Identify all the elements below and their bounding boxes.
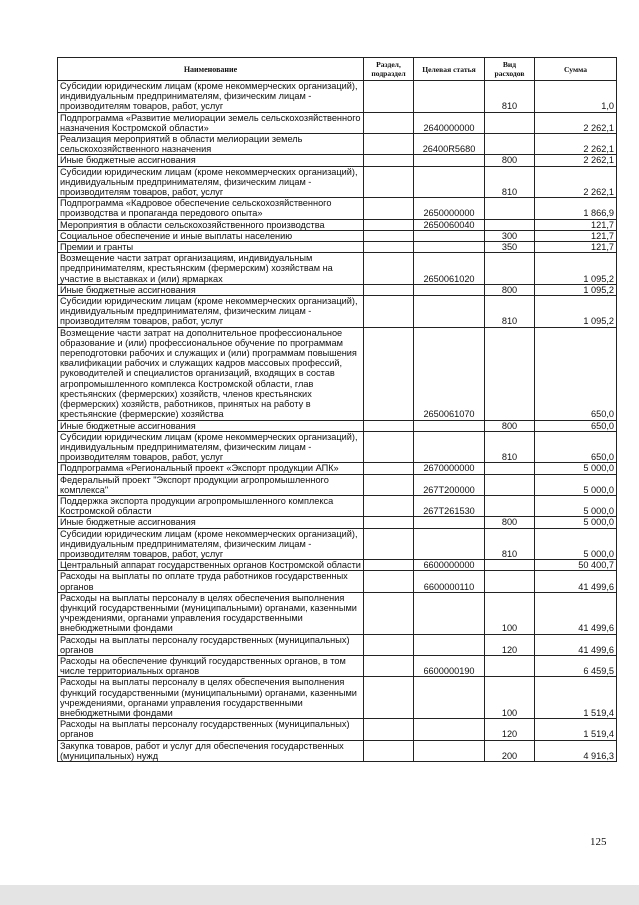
row-section-cell [364,219,414,230]
row-target-cell [414,166,485,198]
table-row [58,166,617,198]
row-name-cell: Федеральный проект "Экспорт продукции агропромышленного комплекса" [58,474,364,495]
row-sum-cell: 6 459,5 [535,655,617,676]
table-row [58,634,617,655]
row-section-cell [364,719,414,740]
header-target: Целевая статья [414,58,485,81]
row-name-cell: Социальное обеспечение и иные выплаты населению [58,230,364,241]
row-sum-cell: 5 000,0 [535,517,617,528]
table-row [58,677,617,719]
table-row [58,719,617,740]
row-sum-cell: 5 000,0 [535,463,617,474]
row-name-cell: Мероприятия в области сельскохозяйственного производства [58,219,364,230]
row-type-cell: 800 [485,284,535,295]
row-name-cell: Подпрограмма «Региональный проект «Экспорт продукции АПК» [58,463,364,474]
table-row [58,463,617,474]
row-target-cell: 2650060040 [414,219,485,230]
table-row [58,134,617,155]
row-target-cell [414,431,485,463]
row-sum-cell: 121,7 [535,242,617,253]
table-body [58,81,617,762]
row-type-cell [485,474,535,495]
row-section-cell [364,420,414,431]
row-type-cell [485,495,535,516]
row-sum-cell: 4 916,3 [535,740,617,761]
table-row [58,219,617,230]
table-row [58,474,617,495]
row-name-cell: Субсидии юридическим лицам (кроме некоммерческих организаций), индивидуальным предпринимателям, физическим лицам - производителям товаров, работ, услуг [58,296,364,328]
row-name-cell: Расходы на выплаты персоналу государственных (муниципальных) органов [58,719,364,740]
row-target-cell [414,155,485,166]
row-type-cell: 810 [485,528,535,560]
row-sum-cell: 41 499,6 [535,592,617,634]
row-section-cell [364,634,414,655]
row-name-cell: Иные бюджетные ассигнования [58,517,364,528]
row-type-cell: 810 [485,296,535,328]
row-name-cell: Возмещение части затрат на дополнительное профессиональное образование и (или) профессиональное обучение по программам переподготовки рабочих и служащих и (или) программам повышения квалификации рабочих и служащих кадров массовых профессий, руководителей и специалистов организаций, входящих в состав агропромышленного комплекса Костромской области, глав крестьянских (фермерских) хозяйств, членов крестьянских (фермерских) хозяйств, работников, принятых на работу в крестьянские (фермерские) хозяйства [58,327,364,420]
row-sum-cell: 650,0 [535,431,617,463]
row-target-cell: 267T261530 [414,495,485,516]
row-type-cell [485,560,535,571]
row-section-cell [364,517,414,528]
row-type-cell [485,655,535,676]
row-sum-cell: 650,0 [535,327,617,420]
row-target-cell [414,719,485,740]
table-row [58,230,617,241]
row-section-cell [364,655,414,676]
row-target-cell [414,284,485,295]
row-sum-cell: 1 095,2 [535,296,617,328]
row-name-cell: Поддержка экспорта продукции агропромышленного комплекса Костромской области [58,495,364,516]
row-target-cell [414,296,485,328]
header-section: Раздел, подраздел [364,58,414,81]
header-row [58,58,617,81]
row-section-cell [364,592,414,634]
row-target-cell [414,634,485,655]
row-name-cell: Субсидии юридическим лицам (кроме некоммерческих организаций), индивидуальным предпринимателям, физическим лицам - производителям товаров, работ, услуг [58,528,364,560]
row-section-cell [364,740,414,761]
row-type-cell: 200 [485,740,535,761]
row-sum-cell: 1 519,4 [535,719,617,740]
table-row [58,571,617,592]
budget-table [57,57,617,762]
table-row [58,242,617,253]
row-target-cell [414,242,485,253]
row-section-cell [364,81,414,113]
table-row [58,592,617,634]
row-type-cell [485,327,535,420]
row-target-cell: 6600000190 [414,655,485,676]
row-section-cell [364,296,414,328]
row-type-cell [485,219,535,230]
row-sum-cell: 2 262,1 [535,112,617,133]
row-target-cell: 2640000000 [414,112,485,133]
row-name-cell: Иные бюджетные ассигнования [58,155,364,166]
row-target-cell: 2650061070 [414,327,485,420]
row-name-cell: Возмещение части затрат организациям, индивидуальным предпринимателям, крестьянским (фермерским) хозяйствам на участие в выставках и (или) ярмарках [58,253,364,285]
row-name-cell: Расходы на выплаты персоналу в целях обеспечения выполнения функций государственными (муниципальными) органами, казенными учреждениями, органами управления государственными внебюджетными фондами [58,677,364,719]
row-target-cell: 2670000000 [414,463,485,474]
row-name-cell: Премии и гранты [58,242,364,253]
table-row [58,740,617,761]
row-name-cell: Субсидии юридическим лицам (кроме некоммерческих организаций), индивидуальным предпринимателям, физическим лицам - производителям товаров, работ, услуг [58,431,364,463]
row-name-cell: Подпрограмма «Кадровое обеспечение сельскохозяйственного производства и пропаганда передового опыта» [58,198,364,219]
row-name-cell: Иные бюджетные ассигнования [58,420,364,431]
row-type-cell: 350 [485,242,535,253]
row-section-cell [364,230,414,241]
row-target-cell [414,677,485,719]
row-type-cell: 800 [485,420,535,431]
bottom-strip [0,885,639,905]
table-row [58,431,617,463]
row-type-cell [485,134,535,155]
row-section-cell [364,242,414,253]
row-target-cell [414,517,485,528]
row-section-cell [364,166,414,198]
row-sum-cell: 2 262,1 [535,155,617,166]
row-name-cell: Расходы на выплаты персоналу в целях обеспечения выполнения функций государственными (муниципальными) органами, казенными учреждениями, органами управления государственными внебюджетными фондами [58,592,364,634]
row-target-cell [414,528,485,560]
row-target-cell: 267T200000 [414,474,485,495]
row-section-cell [364,571,414,592]
header-type: Вид расходов [485,58,535,81]
row-type-cell [485,112,535,133]
header-name: Наименование [58,58,364,81]
row-target-cell [414,230,485,241]
row-name-cell: Иные бюджетные ассигнования [58,284,364,295]
row-section-cell [364,112,414,133]
row-name-cell: Подпрограмма «Развитие мелиорации земель сельскохозяйственного назначения Костромской области» [58,112,364,133]
row-target-cell: 6600000000 [414,560,485,571]
table-row [58,517,617,528]
table-row [58,420,617,431]
row-type-cell: 120 [485,634,535,655]
header-sum: Сумма [535,58,617,81]
row-sum-cell: 1 095,2 [535,284,617,295]
row-type-cell: 300 [485,230,535,241]
row-sum-cell: 2 262,1 [535,134,617,155]
row-sum-cell: 1 866,9 [535,198,617,219]
row-sum-cell: 650,0 [535,420,617,431]
row-name-cell: Центральный аппарат государственных органов Костромской области [58,560,364,571]
row-section-cell [364,284,414,295]
table-row [58,528,617,560]
row-section-cell [364,155,414,166]
table-row [58,560,617,571]
row-name-cell: Субсидии юридическим лицам (кроме некоммерческих организаций), индивидуальным предпринимателям, физическим лицам - производителям товаров, работ, услуг [58,81,364,113]
row-sum-cell: 1 095,2 [535,253,617,285]
row-section-cell [364,431,414,463]
table-row [58,81,617,113]
row-section-cell [364,560,414,571]
row-type-cell [485,571,535,592]
row-sum-cell: 121,7 [535,219,617,230]
row-name-cell: Расходы на обеспечение функций государственных органов, в том числе территориальных органов [58,655,364,676]
row-sum-cell: 1,0 [535,81,617,113]
row-target-cell [414,420,485,431]
row-type-cell: 100 [485,592,535,634]
row-target-cell: 2650000000 [414,198,485,219]
row-type-cell [485,253,535,285]
row-sum-cell: 5 000,0 [535,495,617,516]
row-name-cell: Закупка товаров, работ и услуг для обеспечения государственных (муниципальных) нужд [58,740,364,761]
row-type-cell: 800 [485,517,535,528]
row-section-cell [364,474,414,495]
row-target-cell: 26400R5680 [414,134,485,155]
row-sum-cell: 121,7 [535,230,617,241]
row-type-cell: 810 [485,431,535,463]
table-row [58,655,617,676]
row-type-cell: 810 [485,81,535,113]
row-type-cell: 800 [485,155,535,166]
row-section-cell [364,327,414,420]
row-type-cell: 100 [485,677,535,719]
row-section-cell [364,528,414,560]
row-section-cell [364,495,414,516]
row-sum-cell: 41 499,6 [535,571,617,592]
row-sum-cell: 1 519,4 [535,677,617,719]
table-row [58,112,617,133]
row-section-cell [364,134,414,155]
table-row [58,495,617,516]
table-row [58,155,617,166]
row-type-cell: 120 [485,719,535,740]
table-row [58,284,617,295]
row-type-cell [485,463,535,474]
row-name-cell: Реализация мероприятий в области мелиорации земель сельскохозяйственного назначения [58,134,364,155]
row-target-cell: 2650061020 [414,253,485,285]
row-target-cell [414,592,485,634]
table-row [58,198,617,219]
table-row [58,327,617,420]
row-sum-cell: 50 400,7 [535,560,617,571]
row-section-cell [364,463,414,474]
row-target-cell [414,81,485,113]
row-sum-cell: 5 000,0 [535,474,617,495]
row-name-cell: Расходы на выплаты по оплате труда работников государственных органов [58,571,364,592]
table-row [58,253,617,285]
row-name-cell: Расходы на выплаты персоналу государственных (муниципальных) органов [58,634,364,655]
row-sum-cell: 2 262,1 [535,166,617,198]
row-sum-cell: 5 000,0 [535,528,617,560]
row-sum-cell: 41 499,6 [535,634,617,655]
row-type-cell [485,198,535,219]
row-section-cell [364,677,414,719]
row-section-cell [364,253,414,285]
row-target-cell: 6600000110 [414,571,485,592]
row-name-cell: Субсидии юридическим лицам (кроме некоммерческих организаций), индивидуальным предпринимателям, физическим лицам - производителям товаров, работ, услуг [58,166,364,198]
row-type-cell: 810 [485,166,535,198]
table-row [58,296,617,328]
row-section-cell [364,198,414,219]
row-target-cell [414,740,485,761]
page-number: 125 [590,836,607,848]
